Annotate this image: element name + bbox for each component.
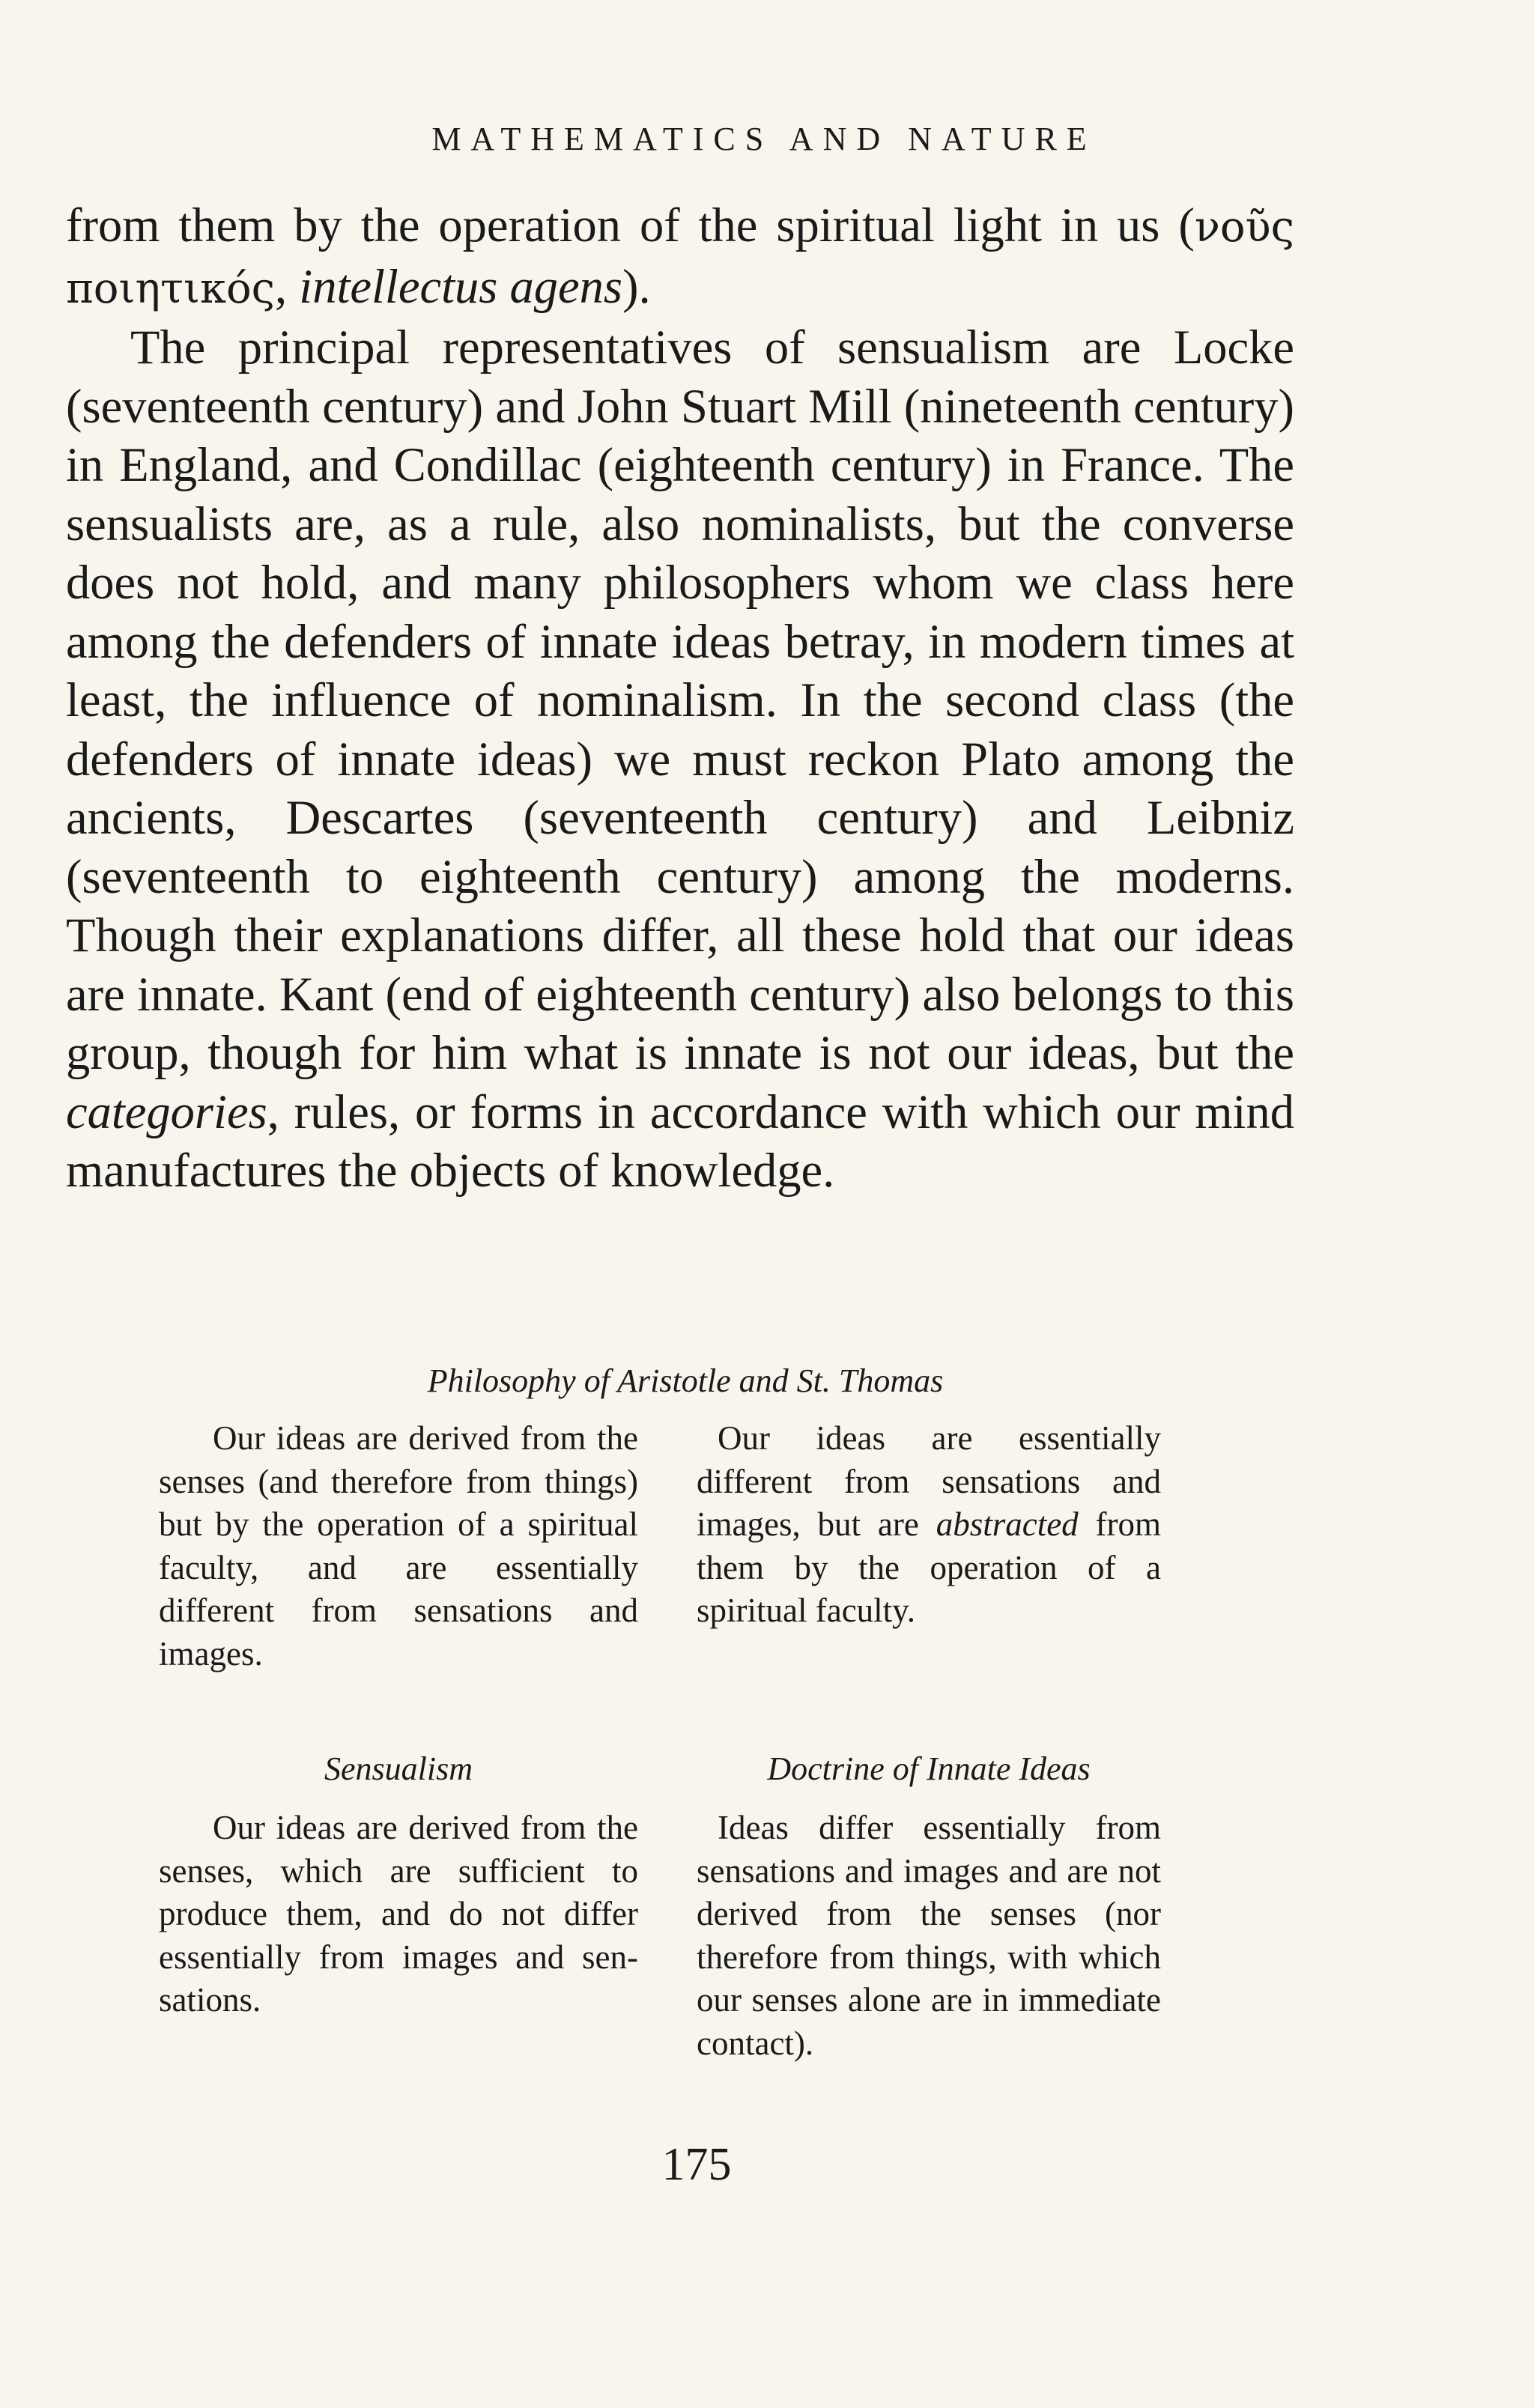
running-head: MATHEMATICS AND NATURE <box>431 121 1097 157</box>
paragraph-1-sep: , <box>275 259 300 313</box>
latin-phrase: intellectus agens <box>299 259 622 313</box>
paragraph-2-text-a: The principal representatives of sensualism are Locke (seventeenth century) and John Stuart Mill (nineteenth century) in England, and Condillac (eighteenth century) in France. The sensualists are, as a rule, also nominalists, but the converse does not hold, and many philosophers whom we class here among the defenders of innate ideas betray, in modern times at least, the influence of nominalism. In the second class (the defenders of innate ideas) we must reckon Plato among the ancients, Descartes (seventeenth century) and Leibniz (seventeenth to eighteenth century) among the moderns. Though their explanations differ, all these hold that our ideas are innate. Kant (end of eighteenth century) also belongs to this group, though for him what is innate is not our ideas, but the <box>66 321 1294 1079</box>
page-number: 175 <box>661 2139 732 2190</box>
paragraph-2-text-b: , rules, or forms in accordance with which our mind manufactures the objects of knowledge. <box>66 1085 1294 1197</box>
paragraph-1 <box>66 196 1294 318</box>
innate-ideas-cell <box>697 1807 1161 2065</box>
innate-ideas-text: Ideas differ essentially from sensations and images and are not derived from the senses (nor therefore from things, with which our senses alone are in immediate contact). <box>697 1809 1161 2062</box>
sensualism-heading: Sensualism <box>324 1750 473 1787</box>
sensualism-text: Our ideas are derived from the senses, which are sufficient to produce them, and do not differ essentially from images and sensations. <box>159 1809 638 2019</box>
sensualism-cell <box>159 1807 638 2022</box>
aristotle-right-cell <box>697 1417 1161 1633</box>
innate-ideas-heading: Doctrine of Innate Ideas <box>767 1750 1091 1787</box>
paragraph-2 <box>66 318 1294 1201</box>
abstracted-term: abstracted <box>936 1505 1079 1543</box>
paragraph-1-text: from them by the operation of the spiritual light in us ( <box>66 198 1195 252</box>
paragraph-1-end: ). <box>622 259 651 313</box>
aristotle-right-text <box>697 1417 1161 1633</box>
body-text <box>66 196 1294 1201</box>
greek-phrase: νοῦς ποιητικός <box>66 203 1294 313</box>
aristotle-right-text-a: Our ideas are essentially different from sensations and images, but are <box>697 1419 1161 1543</box>
aristotle-right-text-b: from them by the operation of a spiritual faculty. <box>697 1505 1161 1629</box>
aristotle-left-text: Our ideas are derived from the senses (and therefore from things) but by the operation of a spiritual faculty, and are essentially different from sensations and images. <box>159 1419 638 1672</box>
aristotle-left-cell <box>159 1417 638 1675</box>
table-title: Philosophy of Aristotle and St. Thomas <box>427 1362 944 1399</box>
categories-term: categories <box>66 1085 267 1138</box>
